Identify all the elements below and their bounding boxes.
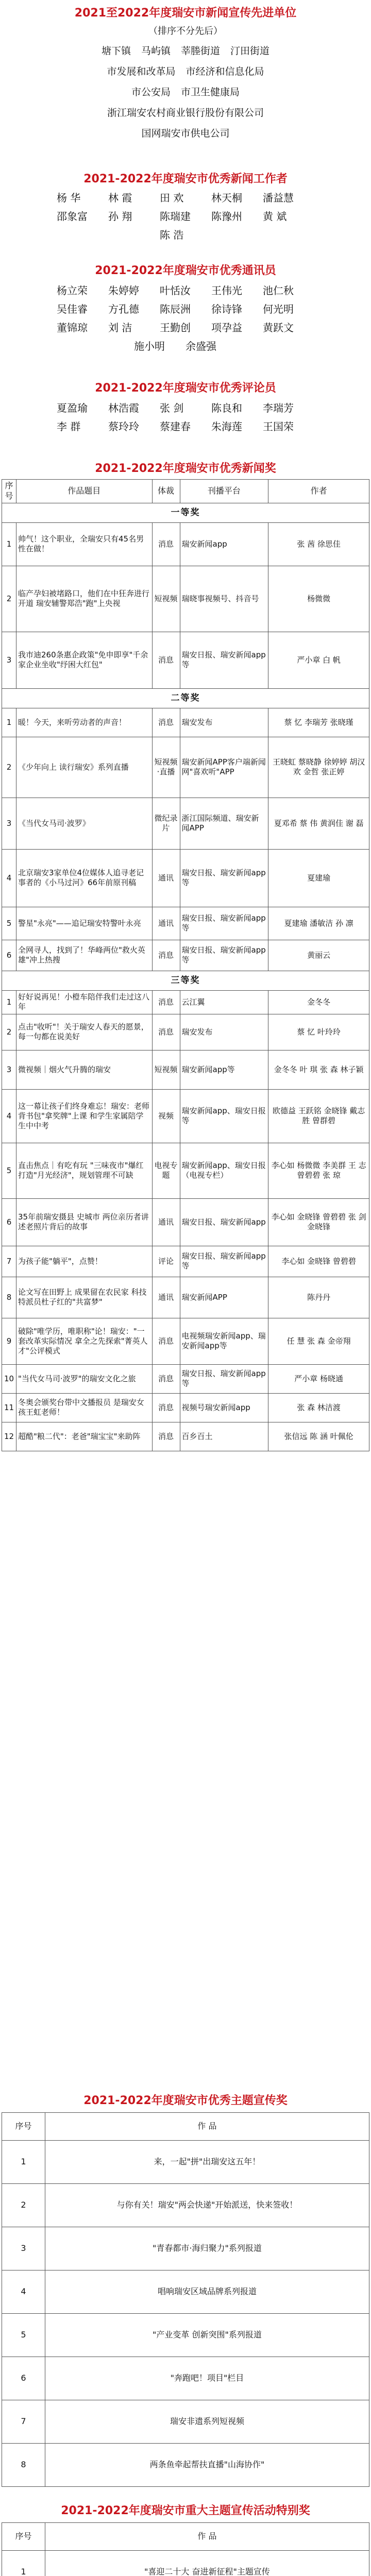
table-cell: "产业变革 创新突围"系列报道	[45, 2314, 369, 2357]
themes-table	[2, 2112, 369, 2487]
table-cell: 通讯	[152, 849, 180, 907]
person-name: 何光明	[263, 303, 294, 315]
table-cell: 百乡百土	[180, 1422, 268, 1451]
table-cell: 唱响瑞安区域品牌系列报道	[45, 2270, 369, 2314]
table-cell: 8	[2, 1277, 16, 1318]
table-cell: 瑞安新闻app、瑞安日报（电视专栏）	[180, 1143, 268, 1198]
table-cell: 5	[2, 907, 16, 940]
news-awards-title: 2021-2022年度瑞安市优秀新闻奖	[95, 462, 276, 475]
person-name: 张 剑	[160, 402, 184, 414]
table-cell: 警星"永亮"——追记瑞安特警叶永亮	[16, 907, 152, 940]
table-cell: 陈丹丹	[268, 1277, 369, 1318]
news-header-cell: 体裁	[152, 480, 180, 503]
table-cell: 1	[2, 2551, 45, 2576]
table-cell: 4	[2, 1089, 16, 1143]
table-cell: 2	[2, 566, 16, 632]
table-cell: 这一幕让孩子们终身难忘！瑞安：老师背书包"拿奖牌"上课 和学生家属陪学生中中考	[16, 1089, 152, 1143]
person-name: 吴佳睿	[57, 303, 88, 315]
news-awards-table	[2, 479, 369, 1451]
table-cell: 我市迪260条惠企政策"免申即享"千余家企业坐收"纾困大红包"	[16, 632, 152, 688]
table-cell: 1	[2, 522, 16, 566]
themes-header-cell: 作 品	[45, 2113, 369, 2141]
table-row	[2, 1393, 369, 1422]
table-cell: 3	[2, 632, 16, 688]
person-name: 刘 洁	[108, 321, 132, 334]
table-cell: 张信远 陈 涵 叶佩伦	[268, 1422, 369, 1451]
table-cell: 7	[2, 1246, 16, 1277]
table-cell: 通讯	[152, 907, 180, 940]
table-cell: 金冬冬	[268, 990, 369, 1014]
special-title: 2021-2022年度瑞安市重大主题宣传活动特别奖	[61, 2504, 310, 2517]
unit-name: 塘下镇	[101, 45, 131, 57]
table-row	[2, 1318, 369, 1364]
person-name: 朱婷婷	[108, 284, 139, 297]
table-cell: 瑞安日报、瑞安新闻app等	[180, 1364, 268, 1393]
table-cell: 瑞安新闻app、瑞安日报等	[180, 1089, 268, 1143]
table-cell: "当代女马司·波罗"的瑞安文化之旅	[16, 1364, 152, 1393]
table-cell: 9	[2, 1318, 16, 1364]
table-cell: 通讯	[152, 1198, 180, 1246]
table-cell: 消息	[152, 990, 180, 1014]
special-header-cell: 序号	[2, 2523, 45, 2551]
person-name: 潘益慧	[263, 192, 294, 204]
person-name: 林 霞	[108, 192, 132, 204]
table-cell: 张 茜 徐思佳	[268, 522, 369, 566]
table-cell: 视频	[152, 1089, 180, 1143]
table-cell: 全网寻人，找到了！华峰两位"救火英雄"冲上热搜	[16, 940, 152, 971]
table-cell: 2	[2, 737, 16, 798]
table-row	[2, 990, 369, 1014]
table-cell: 消息	[152, 708, 180, 737]
table-cell: 瑞安日报、瑞安新闻app等	[180, 632, 268, 688]
table-row	[2, 1050, 369, 1089]
person-name: 徐诗锋	[211, 303, 242, 315]
person-name: 王勤创	[160, 321, 191, 334]
table-row	[2, 2141, 369, 2184]
person-name: 陈良和	[211, 402, 242, 414]
table-cell: 云江翼	[180, 990, 268, 1014]
table-cell: 1	[2, 2141, 45, 2184]
table-cell: 瑞安发布	[180, 708, 268, 737]
person-name: 林浩霞	[108, 402, 139, 414]
table-cell: 微视频｜烟火气升腾的瑞安	[16, 1050, 152, 1089]
person-name: 王国荣	[263, 420, 294, 433]
table-cell: 评论	[152, 1246, 180, 1277]
table-cell: 5	[2, 2314, 45, 2357]
units-row	[46, 64, 325, 78]
table-row	[2, 522, 369, 566]
table-cell: 瑞安新闻app等	[180, 1050, 268, 1089]
table-cell: 杨微微	[268, 566, 369, 632]
table-row	[2, 566, 369, 632]
table-cell: 8	[2, 2444, 45, 2487]
table-cell: 与你有关！瑞安"两会快递"开始派送，快来签收！	[45, 2184, 369, 2227]
table-row	[2, 737, 369, 798]
special-header-cell: 作 品	[45, 2523, 369, 2551]
person-name: 叶恬汝	[160, 284, 191, 297]
table-row	[2, 907, 369, 940]
table-row	[2, 940, 369, 971]
themes-header-cell: 序号	[2, 2113, 45, 2141]
person-name: 施小明	[134, 340, 165, 352]
person-name: 陈辰洲	[160, 303, 191, 315]
news-header-cell: 序号	[2, 480, 16, 503]
units-title: 2021至2022年度瑞安市新闻宣传先进单位	[74, 7, 297, 20]
award-level-row	[2, 688, 369, 708]
person-name: 项孕益	[211, 321, 242, 334]
table-cell: 严小章 杨晓通	[268, 1364, 369, 1393]
table-cell: 1	[2, 708, 16, 737]
person-name: 黄跃文	[263, 321, 294, 334]
unit-name: 浙江瑞安农村商业银行股份有限公司	[107, 107, 264, 118]
table-cell: 短视频	[152, 566, 180, 632]
table-cell: 好好说再见！小橙车陪伴我们走过这八年	[16, 990, 152, 1014]
table-cell: 夏建瑜	[268, 849, 369, 907]
table-cell: 消息	[152, 1014, 180, 1050]
news-header-cell: 作者	[268, 480, 369, 503]
table-cell: 瑞安发布	[180, 1014, 268, 1050]
units-row	[46, 84, 325, 98]
table-cell: 消息	[152, 632, 180, 688]
correspondents-title: 2021-2022年度瑞安市优秀通讯员	[95, 264, 276, 277]
table-cell: 瑞安日报、瑞安新闻app等	[180, 849, 268, 907]
table-row	[2, 798, 369, 849]
table-cell: 瑞安新闻app	[180, 522, 268, 566]
table-cell: 5	[2, 1143, 16, 1198]
table-row	[2, 1422, 369, 1451]
table-cell: 消息	[152, 1422, 180, 1451]
news-header-row	[2, 480, 369, 503]
table-cell: 4	[2, 849, 16, 907]
table-row	[2, 2227, 369, 2270]
table-cell: 7	[2, 2400, 45, 2444]
table-cell: 12	[2, 1422, 16, 1451]
table-cell: 破除"唯学历，唯职称"论！瑞安："一套改革实际情况 拿全之先探索"菁英人才"公评模式	[16, 1318, 152, 1364]
table-cell: 微纪录片	[152, 798, 180, 849]
table-cell: 瑞安日报、瑞安新闻app等	[180, 940, 268, 971]
person-name: 陈瑞建	[160, 210, 191, 223]
table-row	[2, 2314, 369, 2357]
table-row	[2, 2551, 369, 2576]
person-name: 黄 斌	[263, 210, 287, 223]
table-cell: 帅气！这个职业，全瑞安只有45名男性在做！	[16, 522, 152, 566]
person-name: 李 群	[57, 420, 81, 433]
table-cell: 6	[2, 2357, 45, 2400]
table-cell: 点击"收听"！关于瑞安人春天的愿景，每一句都在说美好	[16, 1014, 152, 1050]
table-cell: 消息	[152, 522, 180, 566]
table-cell: 3	[2, 2227, 45, 2270]
award-level-row	[2, 503, 369, 522]
table-cell: 消息	[152, 1364, 180, 1393]
table-cell: 6	[2, 940, 16, 971]
person-name: 池仁秋	[263, 284, 294, 297]
table-cell: 3	[2, 798, 16, 849]
table-cell: 短视频·直播	[152, 737, 180, 798]
table-row	[2, 708, 369, 737]
table-cell: "奔跑吧！项目"栏目	[45, 2357, 369, 2400]
table-cell: 消息	[152, 1318, 180, 1364]
table-row	[2, 2400, 369, 2444]
table-cell: 李心如 金晓锋 曾碧碧	[268, 1246, 369, 1277]
table-cell: 冬奥会颁奖台带中文播报员 是瑞安女孩王虹老师！	[16, 1393, 152, 1422]
table-cell: 金冬冬 叶 琪 张 森 林子颖	[268, 1050, 369, 1089]
critics-title: 2021-2022年度瑞安市优秀评论员	[95, 382, 276, 395]
table-cell: 两条鱼牵起帮扶直播"山海协作"	[45, 2444, 369, 2487]
units-row	[46, 105, 325, 119]
table-cell: 临产孕妇被堵路口，他们在中狂奔进行开道 瑞安辅警郑浩"跑"上央视	[16, 566, 152, 632]
table-row	[2, 2184, 369, 2227]
table-cell: "喜迎二十大 奋进新征程"主题宣传	[45, 2551, 369, 2576]
table-cell: 瑞安新闻APP客户端新闻网"喜欢听"APP	[180, 737, 268, 798]
table-cell: 超酷"粮二代"：老爸"瑞宝宝"来助阵	[16, 1422, 152, 1451]
table-cell: 欧德益 王跃铭 金晓锋 戴志胜 曾群碧	[268, 1089, 369, 1143]
person-name: 朱海莲	[211, 420, 242, 433]
table-row	[2, 2357, 369, 2400]
person-name: 夏盈瑜	[57, 402, 88, 414]
award-level-label: 三等奖	[2, 971, 369, 990]
person-name: 董锦琼	[57, 321, 88, 334]
table-cell: 来，一起"拼"出瑞安这五年！	[45, 2141, 369, 2184]
unit-name: 国网瑞安市供电公司	[141, 128, 230, 139]
table-cell: 夏邓希 蔡 伟 黄润佳 谢 磊	[268, 798, 369, 849]
table-cell: 1	[2, 990, 16, 1014]
table-cell: 消息	[152, 1393, 180, 1422]
table-cell: 2	[2, 2184, 45, 2227]
unit-name: 市公安局	[131, 87, 171, 98]
table-cell: 瑞安非遗系列短视频	[45, 2400, 369, 2444]
person-name: 林天桐	[211, 192, 242, 204]
unit-name: 莘塍街道	[181, 45, 221, 57]
person-name: 杨 华	[57, 192, 81, 204]
person-name: 王伟光	[211, 284, 242, 297]
person-name: 陈 浩	[160, 229, 184, 241]
units-note: （排序不分先后）	[148, 26, 223, 37]
person-name: 蔡玲玲	[108, 420, 139, 433]
table-row	[2, 1277, 369, 1318]
table-cell: 王晓虹 蔡晓静 徐婷婷 胡汉欢 金哲 张正婷	[268, 737, 369, 798]
table-row	[2, 1143, 369, 1198]
unit-name: 市经济和信息化局	[185, 66, 264, 77]
person-name: 蔡建春	[160, 420, 191, 433]
unit-name: 市卫生健康局	[181, 87, 240, 98]
person-name: 李瑞芳	[263, 402, 294, 414]
person-name: 余盛强	[185, 340, 216, 352]
table-cell: 论文写在田野上 成果留在农民家 科技特派员杜子红的"共富梦"	[16, 1277, 152, 1318]
table-cell: 浙江国际频道、瑞安新闻APP	[180, 798, 268, 849]
table-row	[2, 632, 369, 688]
news-header-cell: 刊播平台	[180, 480, 268, 503]
table-cell: 短视频	[152, 1050, 180, 1089]
table-row	[2, 1246, 369, 1277]
award-level-label: 二等奖	[2, 688, 369, 708]
unit-name: 市发展和改革局	[107, 66, 176, 77]
table-cell: 瑞安日报、瑞安新闻app等	[180, 907, 268, 940]
table-cell: 黄丽云	[268, 940, 369, 971]
person-name: 田 欢	[160, 192, 184, 204]
table-row	[2, 2444, 369, 2487]
units-row	[46, 126, 325, 140]
table-cell: 《当代女马司·波罗》	[16, 798, 152, 849]
table-row	[2, 1198, 369, 1246]
themes-header-row	[2, 2113, 369, 2141]
units-row	[46, 43, 325, 57]
award-level-label: 一等奖	[2, 503, 369, 522]
special-table	[2, 2522, 369, 2576]
table-cell: 蔡 忆 李瑞芳 张晓瑾	[268, 708, 369, 737]
table-cell: 严小章 白 帆	[268, 632, 369, 688]
table-cell: 瑞安日报、瑞安新闻app	[180, 1198, 268, 1246]
person-name: 孙 翔	[108, 210, 132, 223]
table-cell: 暖！今天，来听劳动者的声音！	[16, 708, 152, 737]
unit-name: 汀田街道	[230, 45, 270, 57]
table-row	[2, 849, 369, 907]
table-cell: 任 慧 张 森 金帝翔	[268, 1318, 369, 1364]
award-level-row	[2, 971, 369, 990]
table-cell: 电视专题	[152, 1143, 180, 1198]
table-cell: 电视频瑞安新闻app、瑞安新闻app等	[180, 1318, 268, 1364]
workers-list	[54, 190, 317, 246]
table-cell: 35年前瑞安摄县 史城市 两位亲历者讲述老照片背后的故事	[16, 1198, 152, 1246]
table-cell: 夏建瑜 潘敏洁 孙 凛	[268, 907, 369, 940]
table-cell: 11	[2, 1393, 16, 1422]
table-cell: 李心如 杨微微 李美群 王 志 曾碧碧 张 琼	[268, 1143, 369, 1198]
table-row	[2, 1089, 369, 1143]
table-cell: 6	[2, 1198, 16, 1246]
table-cell: 10	[2, 1364, 16, 1393]
table-cell: 为孩子能"躺平"，点赞！	[16, 1246, 152, 1277]
correspondents-list	[54, 282, 317, 365]
table-cell: 视频号瑞安新闻app	[180, 1393, 268, 1422]
table-row	[2, 2270, 369, 2314]
table-cell: 直击焦点｜有吃有玩 "三味夜市"爆红 打造"月光经济"，规划管理不可缺	[16, 1143, 152, 1198]
person-name: 方孔德	[108, 303, 139, 315]
table-cell: 消息	[152, 940, 180, 971]
table-cell: 3	[2, 1050, 16, 1089]
table-row	[2, 1364, 369, 1393]
table-cell: 2	[2, 1014, 16, 1050]
table-cell: 瑞安日报、瑞安新闻app等	[180, 1246, 268, 1277]
critics-list	[54, 400, 317, 441]
table-cell: 通讯	[152, 1277, 180, 1318]
news-header-cell: 作品题目	[16, 480, 152, 503]
themes-title: 2021-2022年度瑞安市优秀主题宣传奖	[83, 2094, 288, 2107]
person-name: 杨立荣	[57, 284, 88, 297]
table-cell: 蔡 忆 叶玲玲	[268, 1014, 369, 1050]
unit-name: 马屿镇	[141, 45, 171, 57]
table-cell: 瑞晓事视频号、抖音号	[180, 566, 268, 632]
table-cell: 4	[2, 2270, 45, 2314]
units-list	[46, 43, 325, 157]
person-name: 邵象富	[57, 210, 88, 223]
table-cell: 张 森 林洁渡	[268, 1393, 369, 1422]
table-cell: 北京瑞安3家单位4位媒体人追寻老记事者的《小马过河》66年前原刊稿	[16, 849, 152, 907]
person-name: 陈豫州	[211, 210, 242, 223]
table-cell: 李心如 金晓锋 曾碧碧 张 剑 金晓锋	[268, 1198, 369, 1246]
special-header-row	[2, 2523, 369, 2551]
workers-title: 2021-2022年度瑞安市优秀新闻工作者	[83, 173, 288, 185]
table-cell: 《少年向上 读行瑞安》系列直播	[16, 737, 152, 798]
table-cell: 瑞安新闻APP	[180, 1277, 268, 1318]
table-cell: "青春都市·海归聚力"系列报道	[45, 2227, 369, 2270]
table-row	[2, 1014, 369, 1050]
